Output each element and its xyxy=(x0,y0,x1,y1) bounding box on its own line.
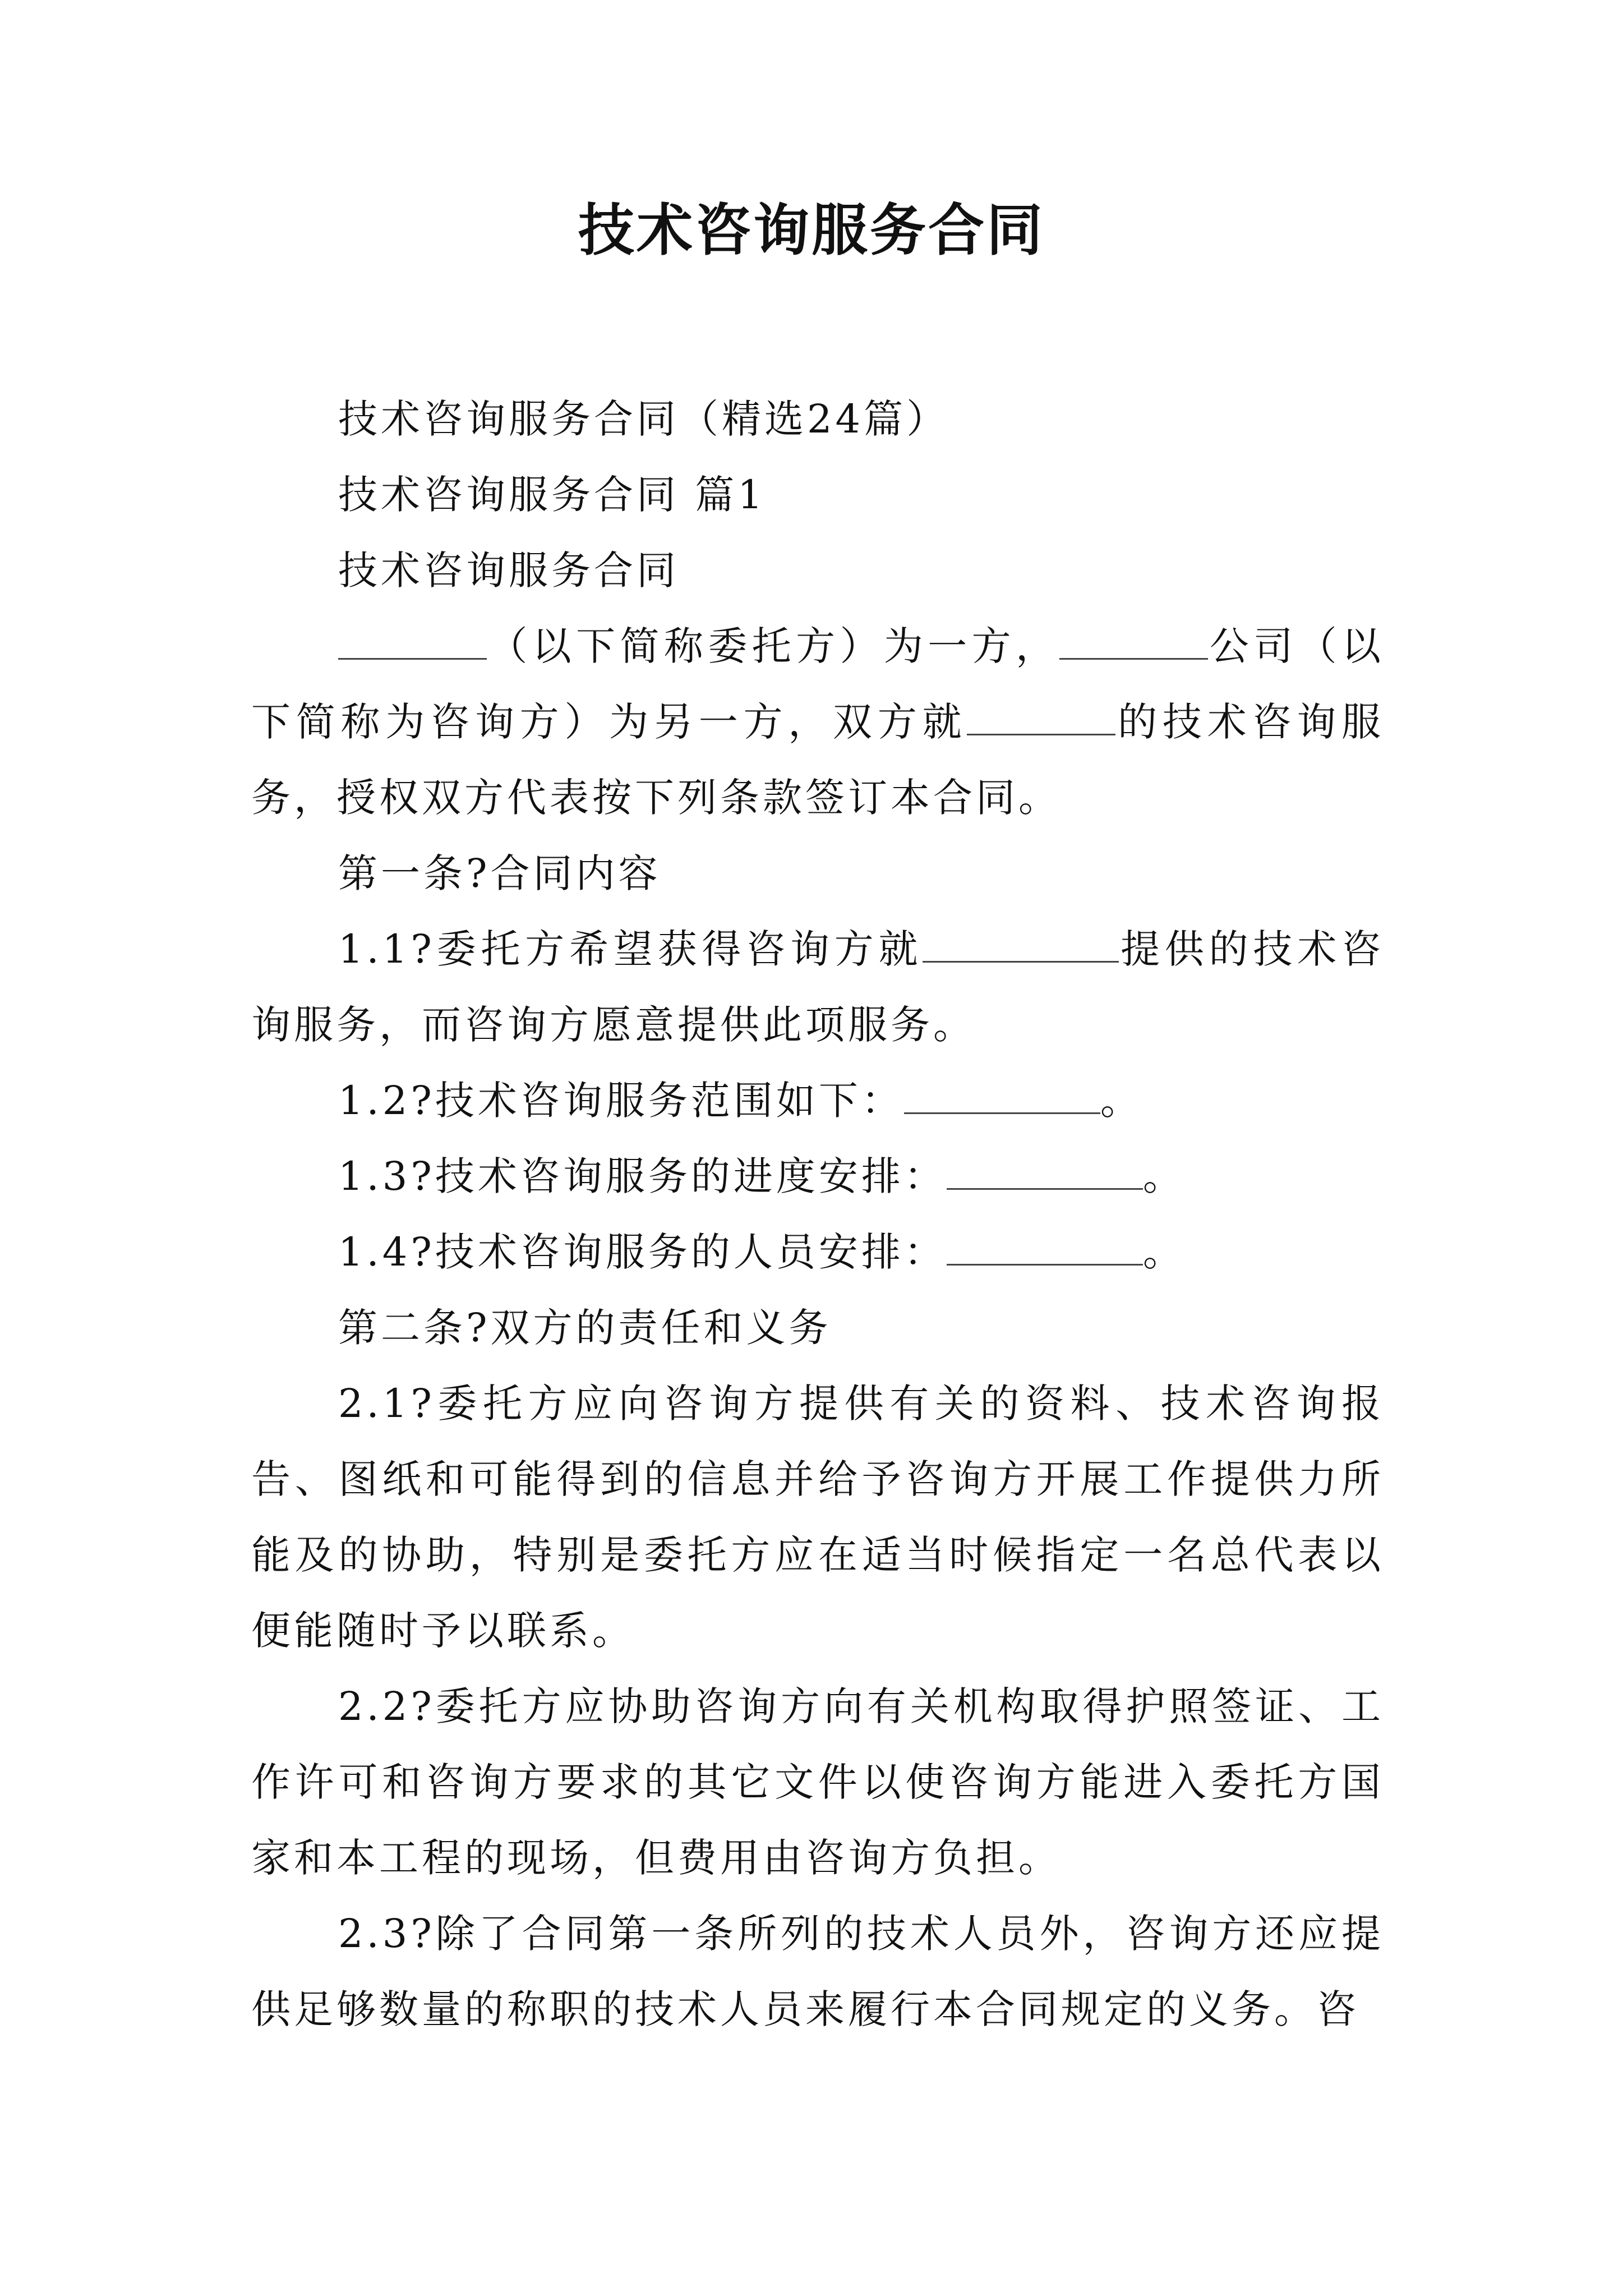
document-body xyxy=(251,381,1384,2047)
intro-text-1: （以下简称委托方）为一方， xyxy=(487,623,1060,669)
clause-2-3: 2.3?除了合同第一条所列的技术人员外，咨询方还应提供足够数量的称职的技术人员来履行本合同规定的义务。咨 xyxy=(251,1911,1384,2032)
clause-2-2: 2.2?委托方应协助咨询方向有关机构取得护照签证、工作许可和咨询方要求的其它文件以使咨询方能进入委托方国家和本工程的现场，但费用由咨询方负担。 xyxy=(251,1683,1384,1881)
heading-contract: 技术咨询服务合同 xyxy=(338,547,679,593)
heading-part: 技术咨询服务合同 篇1 xyxy=(338,472,766,518)
clause-1-1-text-2: 提供的技术咨询服务，而咨询方愿意提供此项服务。 xyxy=(251,926,1384,1048)
blank-line[interactable] xyxy=(923,927,1119,963)
clause-1-4 xyxy=(251,1214,1384,1290)
blank-line[interactable] xyxy=(967,700,1115,735)
clause-1-3-text-1: 1.3?技术咨询服务的进度安排： xyxy=(338,1153,947,1199)
blank-line[interactable] xyxy=(947,1230,1143,1266)
clause-1-2-text-2: 。 xyxy=(1100,1078,1143,1124)
clause-2-1: 2.1?委托方应向咨询方提供有关的资料、技术咨询报告、图纸和可能得到的信息并给予咨询方开展工作提供力所能及的协助，特别是委托方应在适当时候指定一名总代表以便能随时予以联系。 xyxy=(251,1381,1384,1654)
blank-line[interactable] xyxy=(904,1079,1100,1114)
clause-1-4-text-2: 。 xyxy=(1142,1229,1186,1275)
blank-line[interactable] xyxy=(338,624,487,660)
article-2-heading: 第二条?双方的责任和义务 xyxy=(338,1305,832,1351)
heading-collection: 技术咨询服务合同（精选24篇） xyxy=(338,396,949,442)
document-title: 技术咨询服务合同 xyxy=(578,197,1045,263)
clause-1-4-text-1: 1.4?技术咨询服务的人员安排： xyxy=(338,1229,947,1275)
clause-1-1 xyxy=(251,912,1384,1063)
intro-text-2: 公司（以下简称为咨询方）为另一方，双方就 xyxy=(251,623,1385,745)
clause-1-3 xyxy=(251,1139,1384,1214)
blank-line[interactable] xyxy=(947,1154,1143,1190)
clause-1-2 xyxy=(251,1063,1384,1139)
clause-1-3-text-2: 。 xyxy=(1142,1153,1186,1199)
clause-1-1-text-1: 1.1?委托方希望获得咨询方就 xyxy=(338,926,923,972)
intro-paragraph xyxy=(251,609,1384,836)
blank-line[interactable] xyxy=(1059,624,1208,660)
intro-text-3: 的技术咨询服务，授权双方代表按下列条款签订本合同。 xyxy=(251,699,1385,821)
article-1-heading: 第一条?合同内容 xyxy=(338,850,661,896)
clause-1-2-text-1: 1.2?技术咨询服务范围如下： xyxy=(338,1078,904,1124)
